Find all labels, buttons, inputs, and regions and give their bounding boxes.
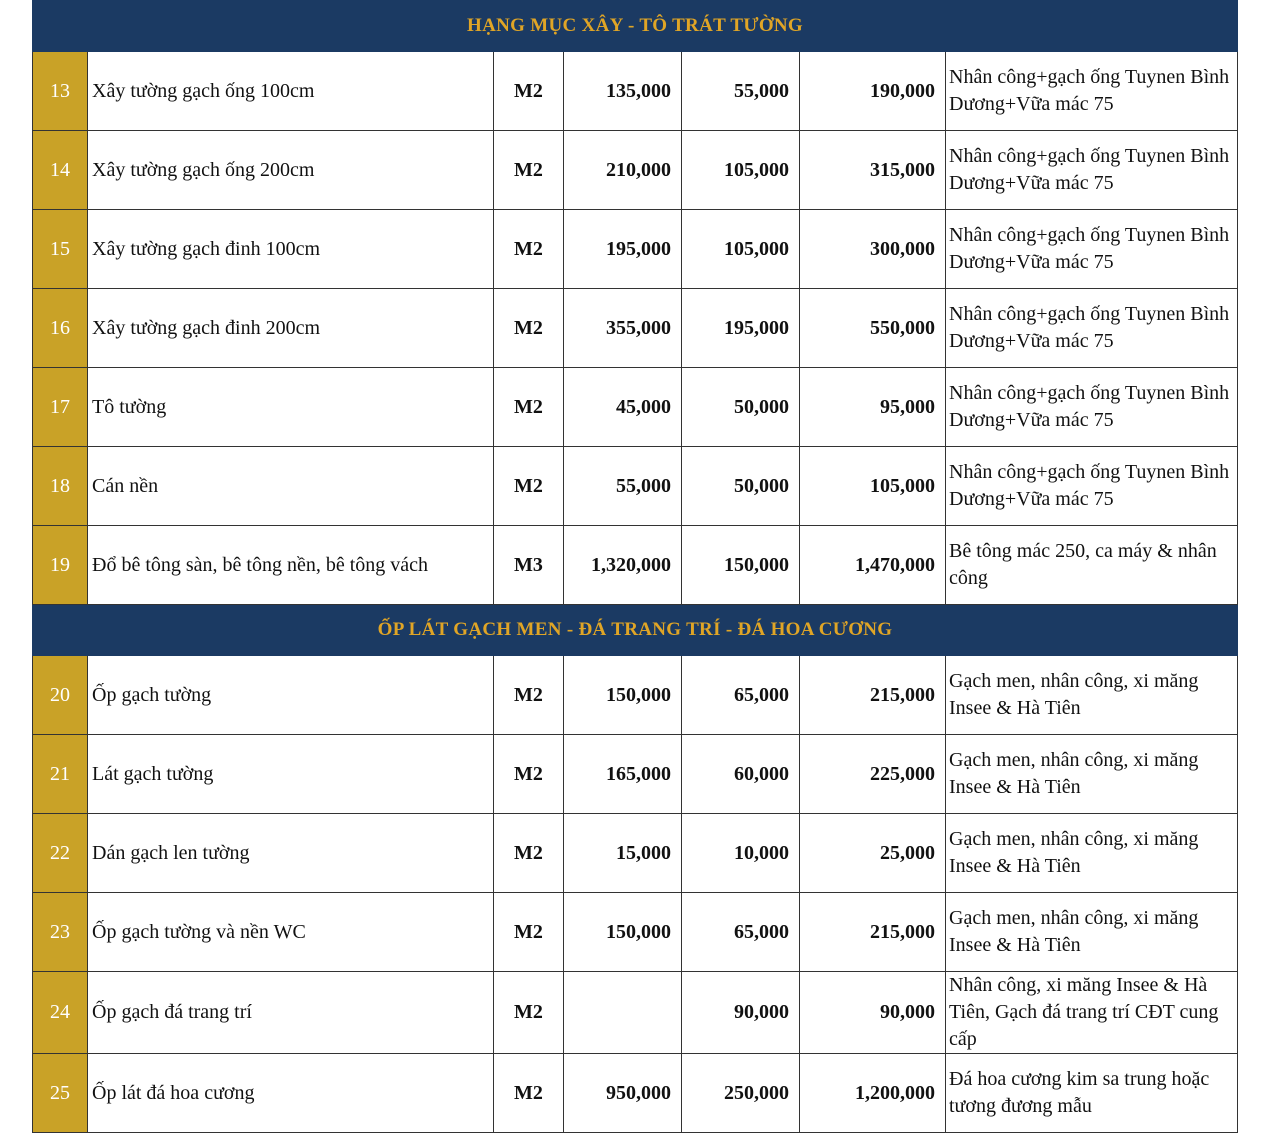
- labor-price: 50,000: [682, 447, 800, 526]
- material-price: 355,000: [564, 289, 682, 368]
- unit-cell: M2: [494, 289, 564, 368]
- material-price: 150,000: [564, 893, 682, 972]
- unit-cell: M2: [494, 1054, 564, 1133]
- material-price: 210,000: [564, 131, 682, 210]
- total-price: 225,000: [800, 735, 946, 814]
- row-number: 22: [33, 814, 88, 893]
- row-number: 16: [33, 289, 88, 368]
- item-description: Cán nền: [88, 447, 494, 526]
- material-price: [564, 972, 682, 1054]
- section-header-row: [33, 605, 1238, 656]
- row-number: 17: [33, 368, 88, 447]
- labor-price: 60,000: [682, 735, 800, 814]
- item-note: Gạch men, nhân công, xi măng Insee & Hà Tiên: [946, 735, 1238, 814]
- unit-cell: M2: [494, 52, 564, 131]
- unit-cell: M2: [494, 893, 564, 972]
- material-price: 150,000: [564, 656, 682, 735]
- section-title: ỐP LÁT GẠCH MEN - ĐÁ TRANG TRÍ - ĐÁ HOA CƯƠNG: [33, 605, 1238, 656]
- item-description: Đổ bê tông sàn, bê tông nền, bê tông vách: [88, 526, 494, 605]
- table-row: [33, 656, 1238, 735]
- item-description: Xây tường gạch đinh 200cm: [88, 289, 494, 368]
- item-note: Nhân công+gạch ống Tuynen Bình Dương+Vữa mác 75: [946, 289, 1238, 368]
- labor-price: 90,000: [682, 972, 800, 1054]
- item-note: Đá hoa cương kim sa trung hoặc tương đương mẫu: [946, 1054, 1238, 1133]
- labor-price: 55,000: [682, 52, 800, 131]
- labor-price: 195,000: [682, 289, 800, 368]
- row-number: 20: [33, 656, 88, 735]
- item-description: Tô tường: [88, 368, 494, 447]
- row-number: 18: [33, 447, 88, 526]
- row-number: 24: [33, 972, 88, 1054]
- item-note: Nhân công+gạch ống Tuynen Bình Dương+Vữa mác 75: [946, 210, 1238, 289]
- material-price: 165,000: [564, 735, 682, 814]
- total-price: 315,000: [800, 131, 946, 210]
- table-row: [33, 52, 1238, 131]
- total-price: 90,000: [800, 972, 946, 1054]
- price-table: [32, 0, 1238, 1133]
- item-description: Ốp gạch tường: [88, 656, 494, 735]
- item-note: Nhân công+gạch ống Tuynen Bình Dương+Vữa mác 75: [946, 447, 1238, 526]
- material-price: 135,000: [564, 52, 682, 131]
- table-row: [33, 735, 1238, 814]
- table-row: [33, 526, 1238, 605]
- item-note: Gạch men, nhân công, xi măng Insee & Hà Tiên: [946, 893, 1238, 972]
- item-note: Nhân công+gạch ống Tuynen Bình Dương+Vữa mác 75: [946, 368, 1238, 447]
- item-note: Nhân công+gạch ống Tuynen Bình Dương+Vữa mác 75: [946, 131, 1238, 210]
- section-header-row: [33, 1, 1238, 52]
- total-price: 215,000: [800, 893, 946, 972]
- table-row: [33, 131, 1238, 210]
- price-table-sheet: [32, 0, 1237, 1133]
- item-note: Bê tông mác 250, ca máy & nhân công: [946, 526, 1238, 605]
- item-description: Lát gạch tường: [88, 735, 494, 814]
- unit-cell: M2: [494, 656, 564, 735]
- item-note: Gạch men, nhân công, xi măng Insee & Hà Tiên: [946, 814, 1238, 893]
- row-number: 15: [33, 210, 88, 289]
- item-description: Ốp gạch đá trang trí: [88, 972, 494, 1054]
- table-row: [33, 447, 1238, 526]
- total-price: 25,000: [800, 814, 946, 893]
- labor-price: 150,000: [682, 526, 800, 605]
- item-description: Ốp lát đá hoa cương: [88, 1054, 494, 1133]
- total-price: 105,000: [800, 447, 946, 526]
- total-price: 300,000: [800, 210, 946, 289]
- total-price: 215,000: [800, 656, 946, 735]
- unit-cell: M2: [494, 447, 564, 526]
- labor-price: 65,000: [682, 893, 800, 972]
- table-row: [33, 893, 1238, 972]
- labor-price: 250,000: [682, 1054, 800, 1133]
- row-number: 25: [33, 1054, 88, 1133]
- labor-price: 50,000: [682, 368, 800, 447]
- material-price: 15,000: [564, 814, 682, 893]
- table-row: [33, 814, 1238, 893]
- total-price: 550,000: [800, 289, 946, 368]
- material-price: 195,000: [564, 210, 682, 289]
- labor-price: 65,000: [682, 656, 800, 735]
- row-number: 19: [33, 526, 88, 605]
- table-row: [33, 289, 1238, 368]
- item-note: Gạch men, nhân công, xi măng Insee & Hà Tiên: [946, 656, 1238, 735]
- unit-cell: M2: [494, 368, 564, 447]
- table-row: [33, 972, 1238, 1054]
- material-price: 55,000: [564, 447, 682, 526]
- section-title: HẠNG MỤC XÂY - TÔ TRÁT TƯỜNG: [33, 1, 1238, 52]
- item-note: Nhân công+gạch ống Tuynen Bình Dương+Vữa mác 75: [946, 52, 1238, 131]
- material-price: 950,000: [564, 1054, 682, 1133]
- row-number: 23: [33, 893, 88, 972]
- item-description: Ốp gạch tường và nền WC: [88, 893, 494, 972]
- labor-price: 105,000: [682, 131, 800, 210]
- material-price: 1,320,000: [564, 526, 682, 605]
- total-price: 95,000: [800, 368, 946, 447]
- unit-cell: M2: [494, 735, 564, 814]
- price-table-body: [33, 1, 1238, 1133]
- unit-cell: M2: [494, 131, 564, 210]
- total-price: 1,470,000: [800, 526, 946, 605]
- item-description: Xây tường gạch đinh 100cm: [88, 210, 494, 289]
- labor-price: 10,000: [682, 814, 800, 893]
- table-row: [33, 210, 1238, 289]
- labor-price: 105,000: [682, 210, 800, 289]
- material-price: 45,000: [564, 368, 682, 447]
- unit-cell: M2: [494, 972, 564, 1054]
- item-note: Nhân công, xi măng Insee & Hà Tiên, Gạch đá trang trí CĐT cung cấp: [946, 972, 1238, 1054]
- row-number: 14: [33, 131, 88, 210]
- row-number: 21: [33, 735, 88, 814]
- table-row: [33, 368, 1238, 447]
- item-description: Xây tường gạch ống 200cm: [88, 131, 494, 210]
- row-number: 13: [33, 52, 88, 131]
- unit-cell: M2: [494, 210, 564, 289]
- item-description: Dán gạch len tường: [88, 814, 494, 893]
- unit-cell: M3: [494, 526, 564, 605]
- unit-cell: M2: [494, 814, 564, 893]
- item-description: Xây tường gạch ống 100cm: [88, 52, 494, 131]
- table-row: [33, 1054, 1238, 1133]
- total-price: 1,200,000: [800, 1054, 946, 1133]
- total-price: 190,000: [800, 52, 946, 131]
